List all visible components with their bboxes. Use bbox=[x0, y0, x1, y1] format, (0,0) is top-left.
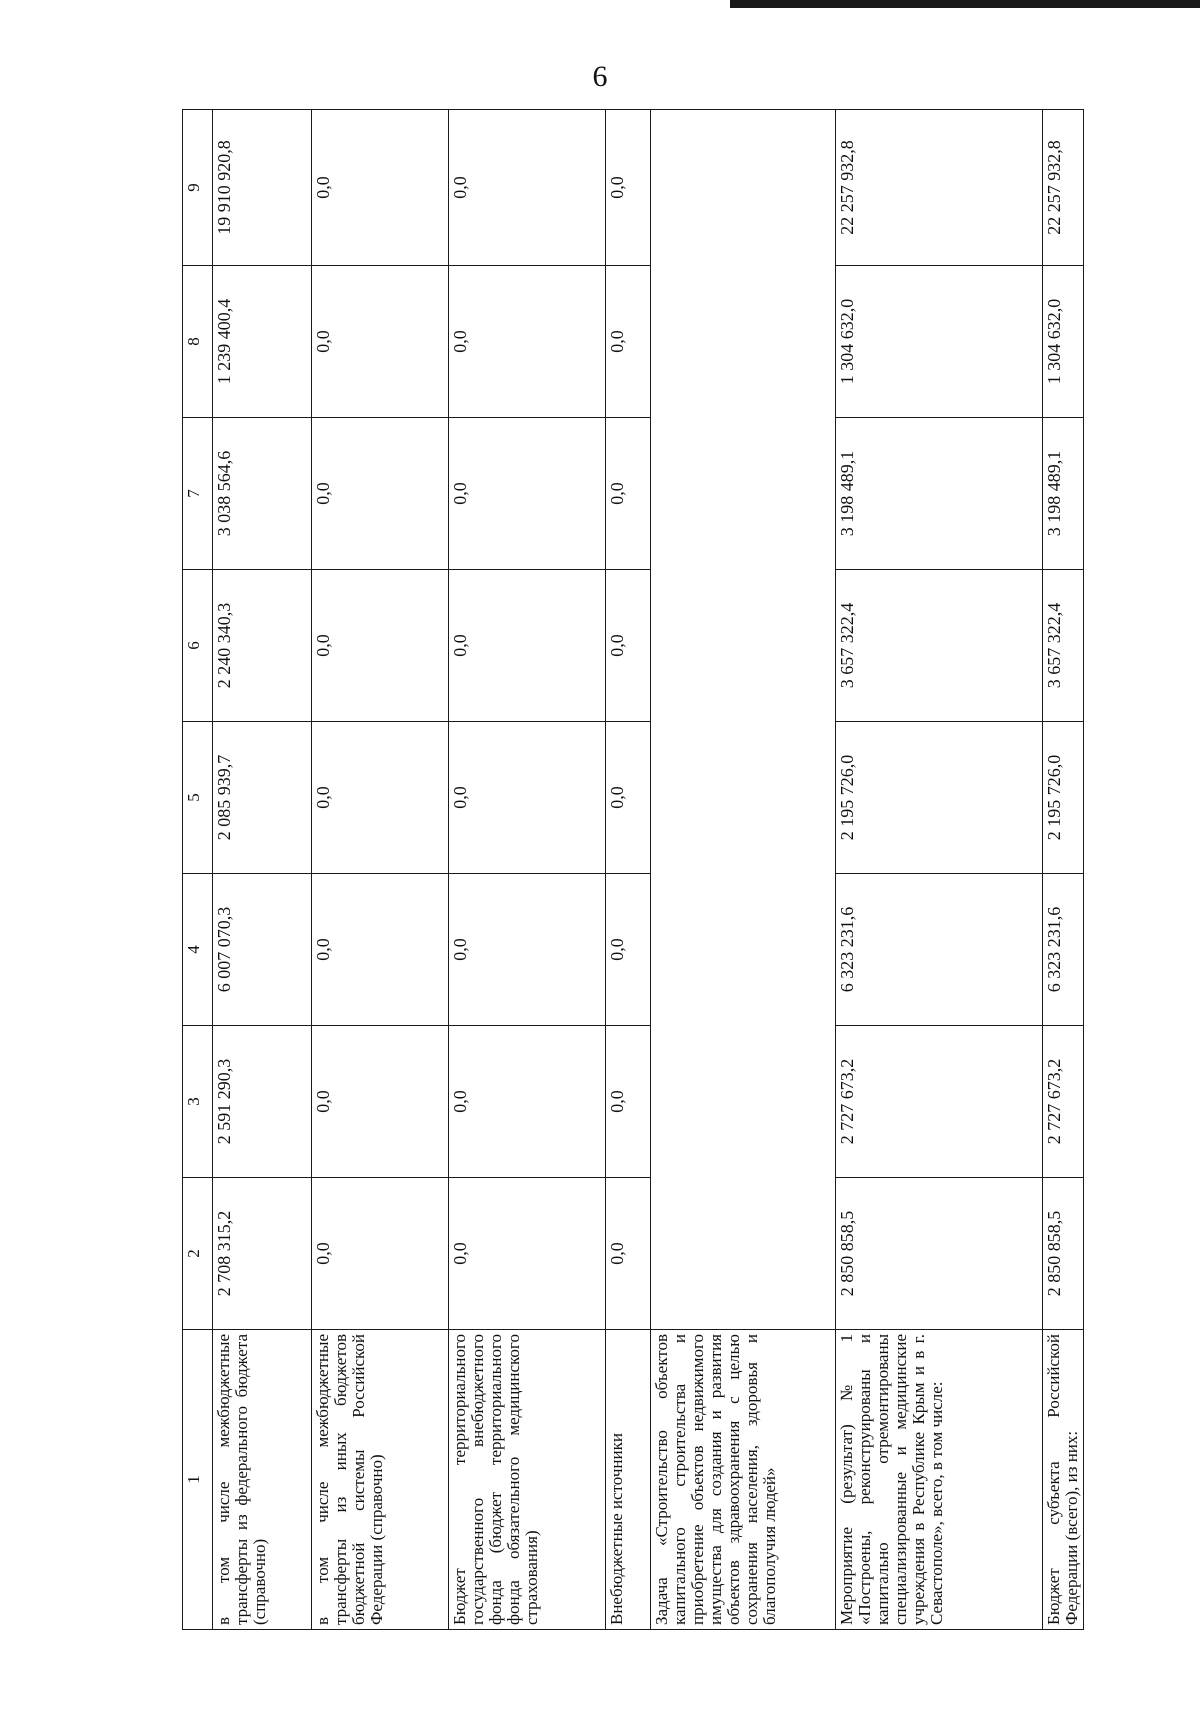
column-header: 3 bbox=[183, 1026, 213, 1178]
table-row-territorial-fund bbox=[449, 110, 606, 1630]
table-row-federal-transfers bbox=[213, 110, 312, 1630]
table-cell: 22 257 932,8 bbox=[1043, 110, 1084, 266]
table-cell: 0,0 bbox=[606, 266, 651, 418]
table-cell: 2 850 858,5 bbox=[1043, 1178, 1084, 1330]
table-cell: 6 323 231,6 bbox=[1043, 874, 1084, 1026]
table-cell: 2 085 939,7 bbox=[213, 722, 312, 874]
table-cell: 0,0 bbox=[606, 418, 651, 570]
row-label: Задача «Строительство объектов капитального строительства и приобретение объектов недвижимого имущества для создания и развития объектов здравоохранения с целью сохранения населения, здоровья и благополучия людей» bbox=[651, 1330, 836, 1630]
row-label: в том числе межбюджетные трансферты из иных бюджетов бюджетной системы Российской Федерации (справочно) bbox=[312, 1330, 449, 1630]
table-cell: 2 195 726,0 bbox=[836, 722, 1043, 874]
table-cell: 0,0 bbox=[312, 874, 449, 1026]
table-cell: 0,0 bbox=[449, 570, 606, 722]
table-cell: 2 708 315,2 bbox=[213, 1178, 312, 1330]
row-label: Мероприятие (результат) № 1 «Построены, реконструированы и капитально отремонтированы специализированные и медицинские учреждения в Республике Крым и в г. Севастополе», всего, в том числе: bbox=[836, 1330, 1043, 1630]
table-cell: 0,0 bbox=[606, 1026, 651, 1178]
table-cell: 2 727 673,2 bbox=[1043, 1026, 1084, 1178]
table-cell: 1 304 632,0 bbox=[1043, 266, 1084, 418]
table-cell: 3 198 489,1 bbox=[836, 418, 1043, 570]
table-cell: 0,0 bbox=[606, 1178, 651, 1330]
column-number-row bbox=[183, 110, 213, 1630]
page-number: 6 bbox=[592, 60, 608, 93]
table-cell: 0,0 bbox=[449, 110, 606, 266]
row-label: в том числе межбюджетные трансферты из федерального бюджета (справочно) bbox=[213, 1330, 312, 1630]
table-cell: 0,0 bbox=[606, 570, 651, 722]
table-cell: 0,0 bbox=[449, 874, 606, 1026]
table-cell: 2 727 673,2 bbox=[836, 1026, 1043, 1178]
table-cell: 3 657 322,4 bbox=[836, 570, 1043, 722]
column-header: 8 bbox=[183, 266, 213, 418]
row-label: Внебюджетные источники bbox=[606, 1330, 651, 1630]
table-cell: 6 007 070,3 bbox=[213, 874, 312, 1026]
table-cell: 6 323 231,6 bbox=[836, 874, 1043, 1026]
row-label: Бюджет территориального государственного внебюджетного фонда (бюджет территориального фонда обязательного медицинского страхования) bbox=[449, 1330, 606, 1630]
table-row-task bbox=[651, 110, 836, 1630]
table-cell: 3 657 322,4 bbox=[1043, 570, 1084, 722]
table-cell: 0,0 bbox=[312, 110, 449, 266]
table-cell: 2 591 290,3 bbox=[213, 1026, 312, 1178]
rotated-table-frame bbox=[182, 110, 1082, 1630]
table-row-other-transfers bbox=[312, 110, 449, 1630]
table-row-subject-budget bbox=[1043, 110, 1084, 1630]
table-cell: 1 304 632,0 bbox=[836, 266, 1043, 418]
table-row-extrabudgetary bbox=[606, 110, 651, 1630]
rotated-table-area bbox=[182, 110, 1082, 1630]
table-cell: 2 850 858,5 bbox=[836, 1178, 1043, 1330]
table-cell: 0,0 bbox=[606, 874, 651, 1026]
column-header: 6 bbox=[183, 570, 213, 722]
column-header: 2 bbox=[183, 1178, 213, 1330]
budget-table bbox=[182, 109, 1084, 1630]
table-cell: 0,0 bbox=[312, 418, 449, 570]
column-header: 5 bbox=[183, 722, 213, 874]
table-cell: 3 198 489,1 bbox=[1043, 418, 1084, 570]
table-cell: 3 038 564,6 bbox=[213, 418, 312, 570]
table-cell: 22 257 932,8 bbox=[836, 110, 1043, 266]
table-cell: 19 910 920,8 bbox=[213, 110, 312, 266]
table-cell: 0,0 bbox=[312, 266, 449, 418]
table-cell: 0,0 bbox=[449, 418, 606, 570]
table-cell: 2 240 340,3 bbox=[213, 570, 312, 722]
table-cell: 2 195 726,0 bbox=[1043, 722, 1084, 874]
table-cell: 0,0 bbox=[449, 1026, 606, 1178]
table-cell: 0,0 bbox=[312, 570, 449, 722]
column-header: 7 bbox=[183, 418, 213, 570]
column-header: 1 bbox=[183, 1330, 213, 1630]
table-cell: 0,0 bbox=[312, 1178, 449, 1330]
scan-edge-mark bbox=[730, 0, 1200, 8]
task-empty-cell bbox=[651, 110, 836, 1330]
table-cell: 0,0 bbox=[606, 722, 651, 874]
table-cell: 0,0 bbox=[449, 1178, 606, 1330]
table-row-event-1 bbox=[836, 110, 1043, 1630]
table-cell: 0,0 bbox=[312, 722, 449, 874]
table-cell: 0,0 bbox=[449, 722, 606, 874]
table-cell: 1 239 400,4 bbox=[213, 266, 312, 418]
column-header: 9 bbox=[183, 110, 213, 266]
column-header: 4 bbox=[183, 874, 213, 1026]
table-cell: 0,0 bbox=[312, 1026, 449, 1178]
table-cell: 0,0 bbox=[449, 266, 606, 418]
row-label: Бюджет субъекта Российской Федерации (всего), из них: bbox=[1043, 1330, 1084, 1630]
table-cell: 0,0 bbox=[606, 110, 651, 266]
